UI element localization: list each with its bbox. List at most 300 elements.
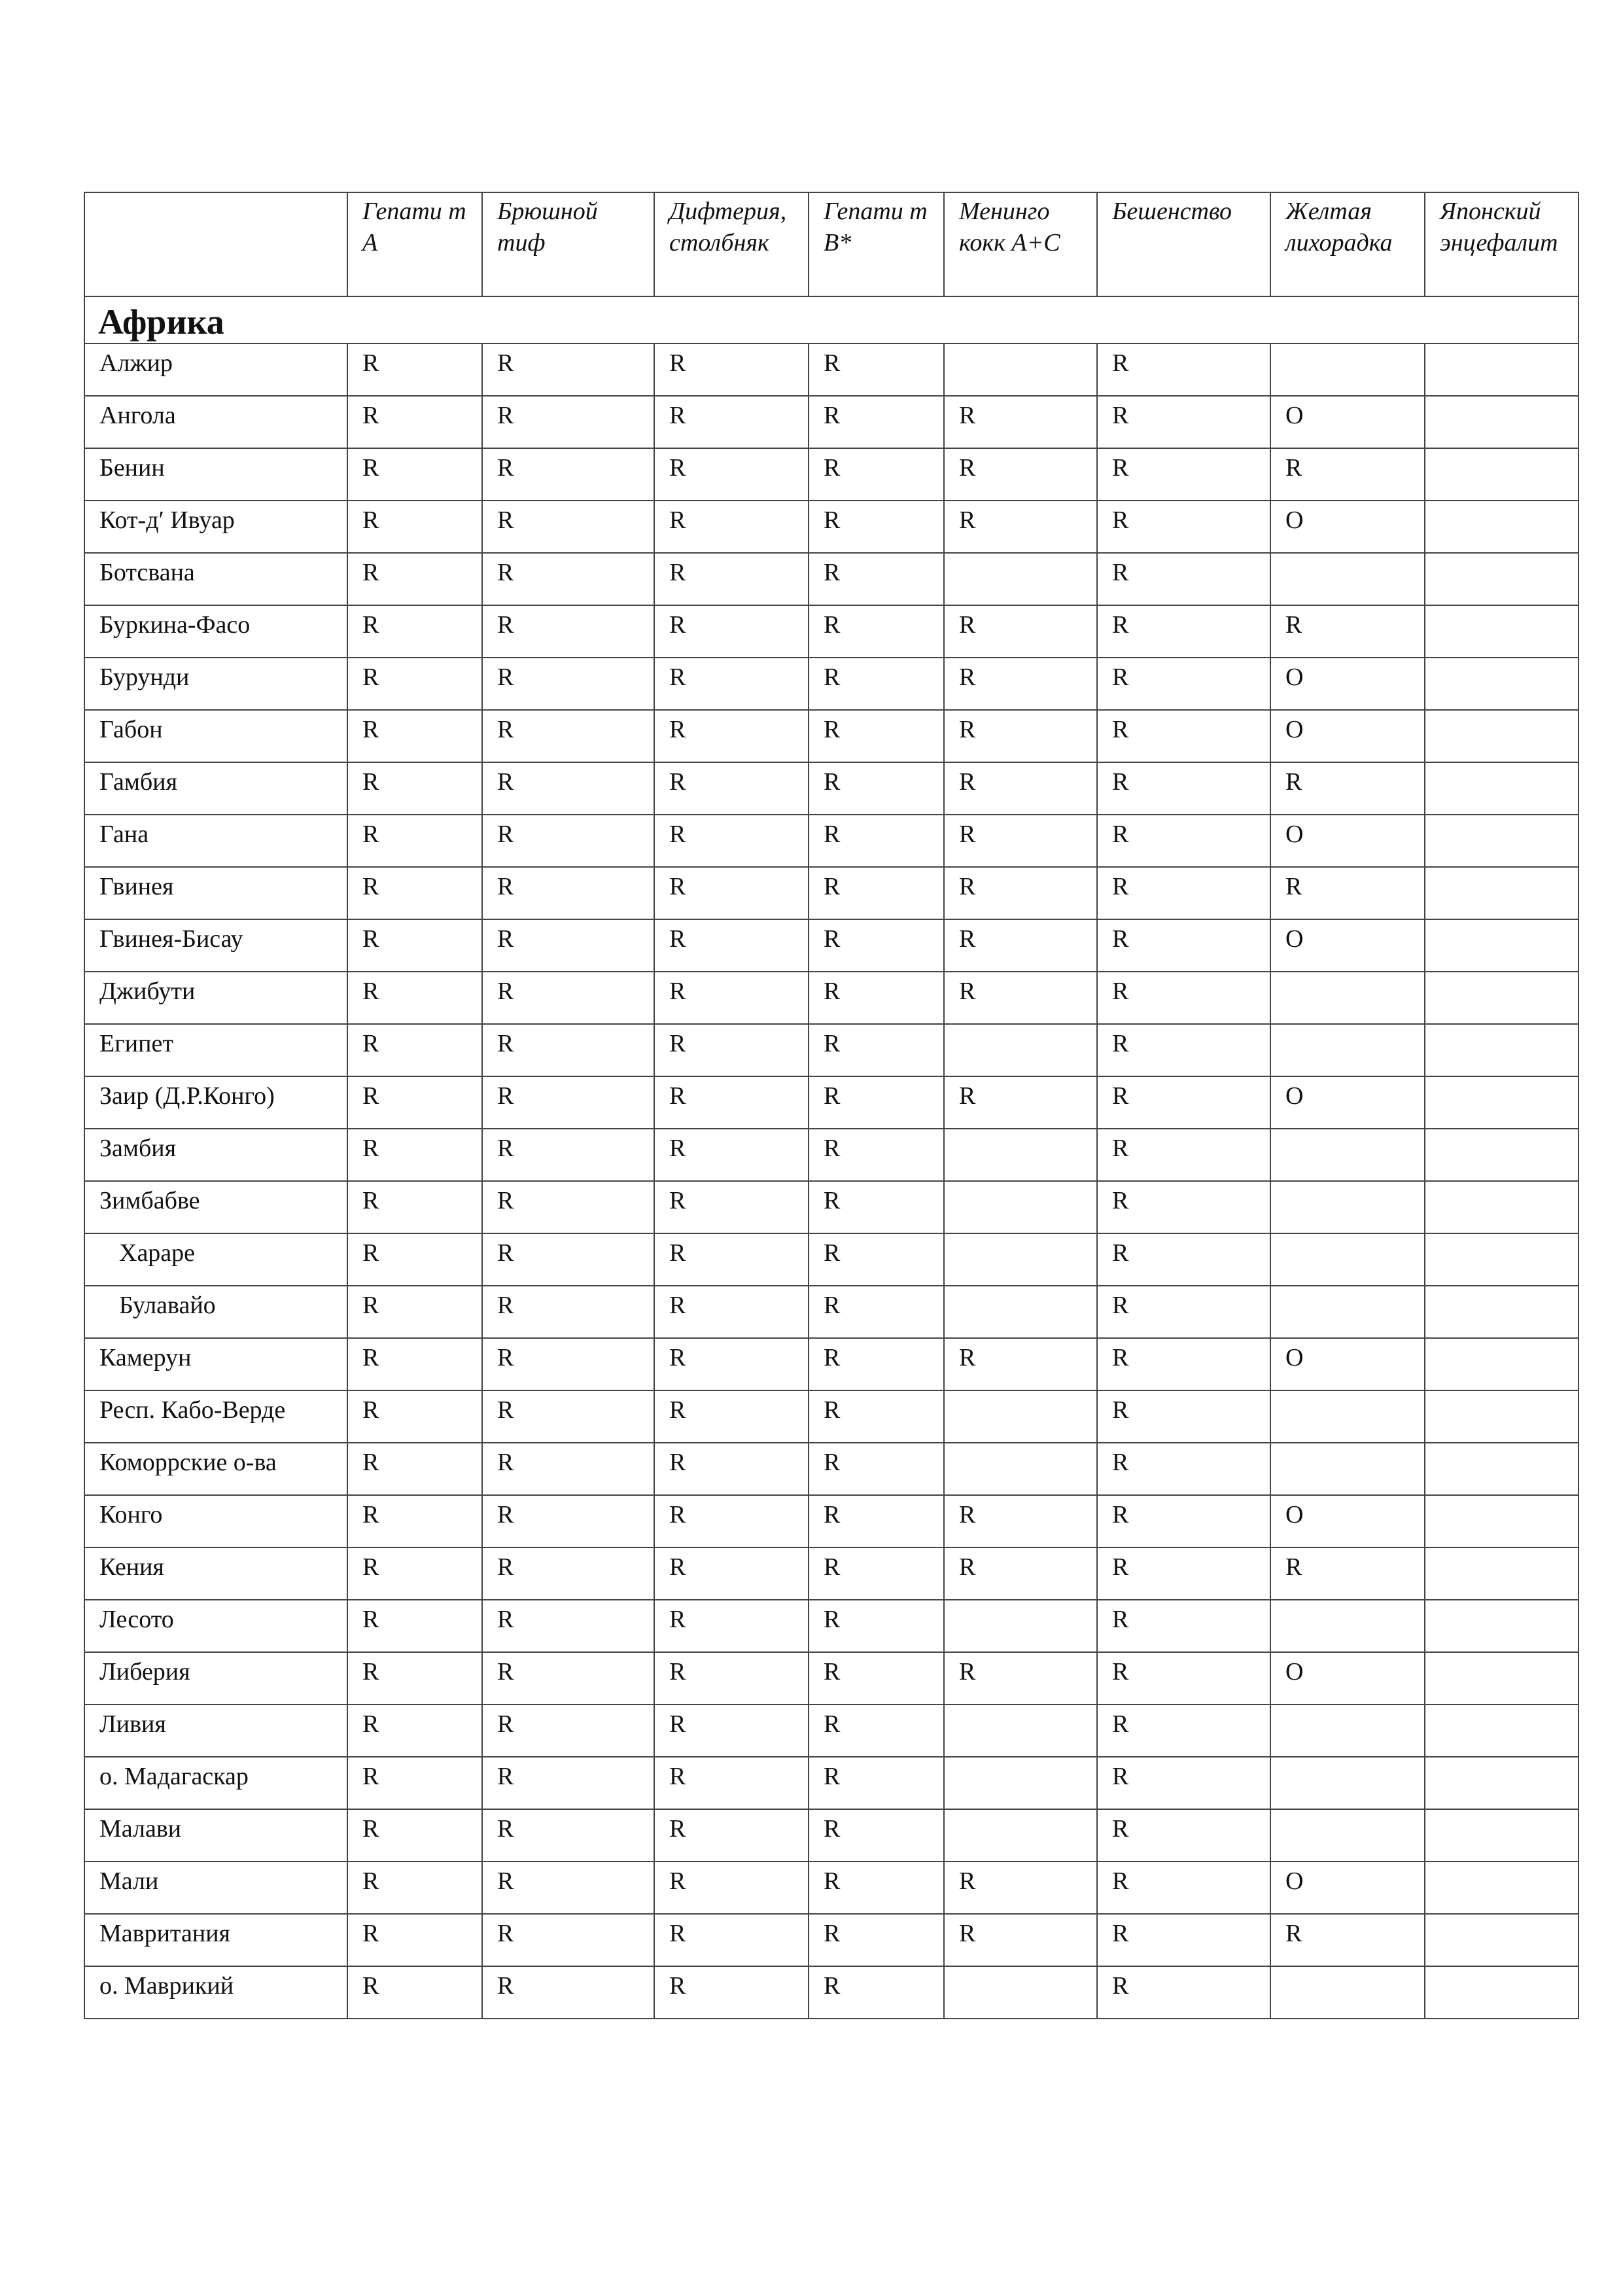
- cell-value: R: [362, 402, 379, 429]
- cell-yellow-fever: [1270, 1757, 1425, 1809]
- cell-value: R: [497, 1606, 514, 1633]
- cell-value: R: [669, 978, 686, 1005]
- cell-yellow-fever: [1270, 344, 1425, 396]
- cell-meningococcus: [944, 553, 1097, 605]
- table-row: [84, 1181, 1579, 1233]
- cell-value: [1440, 1496, 1578, 1500]
- cell-value: [1440, 1286, 1578, 1290]
- cell-typhoid: [482, 1966, 654, 2019]
- cell-typhoid: [482, 1547, 654, 1600]
- cell-value: [959, 1391, 1096, 1395]
- cell-value: R: [1112, 1972, 1129, 2000]
- cell-value: R: [497, 1187, 514, 1214]
- cell-diphtheria-tetanus: [654, 1076, 809, 1129]
- cell-hepatitis-a: [347, 1652, 482, 1704]
- cell-value: R: [362, 1449, 379, 1476]
- cell-typhoid: [482, 396, 654, 448]
- cell-value: R: [362, 1867, 379, 1895]
- cell-japanese-encephalitis: [1425, 1600, 1579, 1652]
- cell-typhoid: [482, 1704, 654, 1757]
- cell-hepatitis-a: [347, 553, 482, 605]
- cell-rabies: [1097, 605, 1270, 658]
- cell-hepatitis-b: [809, 344, 944, 396]
- cell-value: [1440, 711, 1578, 715]
- cell-value: R: [824, 402, 841, 429]
- country-name: Булавайо: [119, 1292, 216, 1319]
- cell-value: R: [1112, 1292, 1129, 1319]
- cell-value: [1440, 606, 1578, 610]
- cell-typhoid: [482, 553, 654, 605]
- cell-value: R: [824, 1606, 841, 1633]
- cell-rabies: [1097, 658, 1270, 710]
- cell-value: [1285, 1025, 1424, 1029]
- cell-diphtheria-tetanus: [654, 1233, 809, 1286]
- country-name-cell: [84, 1181, 347, 1233]
- cell-value: [1285, 1705, 1424, 1709]
- cell-diphtheria-tetanus: [654, 501, 809, 553]
- cell-value: [1285, 1286, 1424, 1290]
- cell-value: [1440, 344, 1578, 348]
- country-name-cell: [84, 344, 347, 396]
- cell-value: R: [824, 559, 841, 586]
- cell-value: [1440, 815, 1578, 819]
- cell-value: R: [959, 454, 976, 482]
- cell-value: R: [669, 1972, 686, 2000]
- cell-value: R: [497, 716, 514, 743]
- cell-hepatitis-a: [347, 1338, 482, 1390]
- country-name-cell: [84, 972, 347, 1024]
- cell-diphtheria-tetanus: [654, 1914, 809, 1966]
- cell-typhoid: [482, 972, 654, 1024]
- cell-value: [1440, 1810, 1578, 1814]
- country-name-cell: [84, 1443, 347, 1495]
- cell-hepatitis-a: [347, 1809, 482, 1862]
- cell-hepatitis-a: [347, 1129, 482, 1181]
- cell-value: [1440, 554, 1578, 557]
- cell-rabies: [1097, 867, 1270, 919]
- table-row: [84, 1233, 1579, 1286]
- cell-diphtheria-tetanus: [654, 919, 809, 972]
- cell-value: R: [362, 716, 379, 743]
- cell-japanese-encephalitis: [1425, 867, 1579, 919]
- cell-rabies: [1097, 553, 1270, 605]
- table-row: [84, 1547, 1579, 1600]
- cell-value: [959, 1443, 1096, 1447]
- cell-value: O: [1285, 716, 1304, 743]
- cell-value: R: [1112, 402, 1129, 429]
- cell-rabies: [1097, 1390, 1270, 1443]
- cell-meningococcus: [944, 1862, 1097, 1914]
- country-name-cell: [84, 658, 347, 710]
- cell-value: R: [824, 349, 841, 377]
- cell-hepatitis-b: [809, 1286, 944, 1338]
- cell-value: R: [1112, 1920, 1129, 1947]
- cell-japanese-encephalitis: [1425, 1390, 1579, 1443]
- header-yellow-fever: Желтая лихорадка: [1270, 192, 1425, 296]
- cell-value: [1285, 972, 1424, 976]
- cell-meningococcus: [944, 972, 1097, 1024]
- cell-value: R: [824, 1082, 841, 1110]
- header-country-cell: [84, 192, 347, 296]
- table-row: [84, 815, 1579, 867]
- country-name-cell: [84, 1704, 347, 1757]
- country-name: Гамбия: [99, 768, 178, 796]
- cell-japanese-encephalitis: [1425, 1443, 1579, 1495]
- cell-diphtheria-tetanus: [654, 1704, 809, 1757]
- cell-diphtheria-tetanus: [654, 1390, 809, 1443]
- cell-typhoid: [482, 1914, 654, 1966]
- cell-value: [1440, 1653, 1578, 1657]
- country-rows: [84, 344, 1579, 2019]
- cell-value: O: [1285, 1082, 1304, 1110]
- cell-value: R: [669, 1449, 686, 1476]
- cell-hepatitis-a: [347, 1547, 482, 1600]
- vaccination-table: [84, 192, 1579, 2019]
- cell-meningococcus: [944, 1914, 1097, 1966]
- cell-typhoid: [482, 815, 654, 867]
- cell-value: [1440, 1967, 1578, 1971]
- cell-diphtheria-tetanus: [654, 1652, 809, 1704]
- country-name-cell: [84, 1233, 347, 1286]
- cell-yellow-fever: [1270, 867, 1425, 919]
- cell-value: R: [669, 1553, 686, 1581]
- cell-value: [959, 344, 1096, 348]
- cell-value: R: [497, 978, 514, 1005]
- cell-hepatitis-a: [347, 605, 482, 658]
- country-name: Кот-д′ Ивуар: [99, 506, 235, 534]
- cell-value: R: [362, 454, 379, 482]
- table-row: [84, 1443, 1579, 1495]
- table-row: [84, 1652, 1579, 1704]
- cell-typhoid: [482, 1600, 654, 1652]
- cell-value: R: [362, 1344, 379, 1371]
- cell-diphtheria-tetanus: [654, 1757, 809, 1809]
- cell-value: O: [1285, 821, 1304, 848]
- cell-value: R: [959, 611, 976, 639]
- cell-typhoid: [482, 1757, 654, 1809]
- cell-yellow-fever: [1270, 1024, 1425, 1076]
- country-name: Ботсвана: [99, 559, 195, 586]
- cell-hepatitis-b: [809, 658, 944, 710]
- cell-value: R: [497, 1553, 514, 1581]
- cell-meningococcus: [944, 1338, 1097, 1390]
- region-section: [84, 296, 1579, 344]
- cell-value: R: [824, 1030, 841, 1057]
- cell-typhoid: [482, 1862, 654, 1914]
- cell-value: [1285, 1967, 1424, 1971]
- cell-value: [1440, 1862, 1578, 1866]
- cell-value: R: [669, 1501, 686, 1528]
- cell-value: R: [362, 1763, 379, 1790]
- cell-value: O: [1285, 506, 1304, 534]
- table-row: [84, 1024, 1579, 1076]
- cell-value: R: [1112, 663, 1129, 691]
- country-name: Бурунди: [99, 663, 190, 691]
- cell-value: R: [362, 1082, 379, 1110]
- cell-rabies: [1097, 1233, 1270, 1286]
- table-row: [84, 1286, 1579, 1338]
- cell-yellow-fever: [1270, 972, 1425, 1024]
- cell-value: R: [824, 454, 841, 482]
- cell-value: R: [824, 1710, 841, 1738]
- cell-meningococcus: [944, 919, 1097, 972]
- table-row: [84, 1809, 1579, 1862]
- country-name: Ливия: [99, 1710, 166, 1738]
- cell-value: R: [362, 1135, 379, 1162]
- cell-value: R: [362, 1501, 379, 1528]
- country-name: Буркина-Фасо: [99, 611, 251, 639]
- cell-value: R: [669, 1658, 686, 1686]
- cell-value: R: [1112, 1815, 1129, 1843]
- cell-value: R: [669, 1920, 686, 1947]
- cell-diphtheria-tetanus: [654, 1181, 809, 1233]
- cell-meningococcus: [944, 396, 1097, 448]
- cell-rabies: [1097, 501, 1270, 553]
- cell-yellow-fever: [1270, 1338, 1425, 1390]
- country-name: Бенин: [99, 454, 165, 482]
- cell-hepatitis-b: [809, 1966, 944, 2019]
- cell-value: R: [497, 1030, 514, 1057]
- cell-meningococcus: [944, 867, 1097, 919]
- cell-japanese-encephalitis: [1425, 1914, 1579, 1966]
- cell-rabies: [1097, 919, 1270, 972]
- header-meningococcus: Менинго кокк А+С: [944, 192, 1097, 296]
- cell-yellow-fever: [1270, 1181, 1425, 1233]
- cell-rabies: [1097, 1757, 1270, 1809]
- cell-hepatitis-b: [809, 1076, 944, 1129]
- cell-typhoid: [482, 1024, 654, 1076]
- cell-value: R: [959, 1501, 976, 1528]
- cell-typhoid: [482, 1443, 654, 1495]
- cell-value: R: [1112, 454, 1129, 482]
- cell-value: [1285, 1443, 1424, 1447]
- cell-value: R: [1112, 768, 1129, 796]
- cell-yellow-fever: [1270, 553, 1425, 605]
- country-name-cell: [84, 501, 347, 553]
- cell-value: R: [824, 663, 841, 691]
- cell-value: O: [1285, 1867, 1304, 1895]
- cell-hepatitis-a: [347, 919, 482, 972]
- cell-value: R: [959, 925, 976, 953]
- cell-value: R: [1112, 506, 1129, 534]
- cell-value: R: [1112, 1763, 1129, 1790]
- table-row: [84, 396, 1579, 448]
- cell-hepatitis-b: [809, 867, 944, 919]
- cell-diphtheria-tetanus: [654, 815, 809, 867]
- cell-value: R: [1112, 716, 1129, 743]
- cell-japanese-encephalitis: [1425, 1547, 1579, 1600]
- cell-hepatitis-a: [347, 396, 482, 448]
- cell-value: R: [362, 1606, 379, 1633]
- cell-diphtheria-tetanus: [654, 1600, 809, 1652]
- cell-diphtheria-tetanus: [654, 344, 809, 396]
- cell-value: [959, 1234, 1096, 1238]
- table-row: [84, 501, 1579, 553]
- cell-value: R: [669, 506, 686, 534]
- country-name-cell: [84, 919, 347, 972]
- cell-meningococcus: [944, 1547, 1097, 1600]
- cell-value: R: [497, 559, 514, 586]
- cell-hepatitis-b: [809, 396, 944, 448]
- cell-value: R: [669, 1606, 686, 1633]
- cell-value: R: [959, 1658, 976, 1686]
- cell-value: [959, 1129, 1096, 1133]
- cell-rabies: [1097, 1862, 1270, 1914]
- cell-meningococcus: [944, 1495, 1097, 1547]
- country-name: Коморрские о-ва: [99, 1449, 277, 1476]
- cell-value: R: [1112, 1606, 1129, 1633]
- cell-meningococcus: [944, 605, 1097, 658]
- cell-diphtheria-tetanus: [654, 605, 809, 658]
- cell-value: R: [669, 663, 686, 691]
- cell-japanese-encephalitis: [1425, 762, 1579, 815]
- cell-value: R: [959, 1082, 976, 1110]
- cell-value: R: [1285, 454, 1302, 482]
- cell-value: O: [1285, 1501, 1304, 1528]
- cell-value: R: [959, 768, 976, 796]
- cell-value: [959, 1182, 1096, 1186]
- cell-meningococcus: [944, 710, 1097, 762]
- cell-typhoid: [482, 1076, 654, 1129]
- cell-value: [959, 1025, 1096, 1029]
- cell-diphtheria-tetanus: [654, 710, 809, 762]
- cell-value: R: [959, 402, 976, 429]
- cell-meningococcus: [944, 1966, 1097, 2019]
- cell-rabies: [1097, 1495, 1270, 1547]
- cell-value: R: [669, 559, 686, 586]
- cell-value: R: [1112, 611, 1129, 639]
- country-name-cell: [84, 1495, 347, 1547]
- cell-hepatitis-b: [809, 501, 944, 553]
- cell-value: R: [497, 1867, 514, 1895]
- cell-value: R: [1112, 1658, 1129, 1686]
- header-hepatitis-b: Гепати т В*: [809, 192, 944, 296]
- cell-value: [1440, 501, 1578, 505]
- cell-hepatitis-a: [347, 762, 482, 815]
- cell-value: R: [497, 1292, 514, 1319]
- cell-diphtheria-tetanus: [654, 1338, 809, 1390]
- cell-meningococcus: [944, 1704, 1097, 1757]
- cell-typhoid: [482, 1809, 654, 1862]
- cell-hepatitis-a: [347, 448, 482, 501]
- cell-typhoid: [482, 1495, 654, 1547]
- cell-value: R: [669, 1135, 686, 1162]
- cell-rabies: [1097, 815, 1270, 867]
- country-name-cell: [84, 605, 347, 658]
- cell-hepatitis-a: [347, 1757, 482, 1809]
- cell-diphtheria-tetanus: [654, 1495, 809, 1547]
- cell-hepatitis-b: [809, 1547, 944, 1600]
- country-name: о. Мадагаскар: [99, 1763, 249, 1790]
- header-japanese-encephalitis: Японский энцефалит: [1425, 192, 1579, 296]
- cell-value: [1440, 397, 1578, 400]
- country-name-cell: [84, 396, 347, 448]
- cell-value: R: [362, 1920, 379, 1947]
- cell-japanese-encephalitis: [1425, 344, 1579, 396]
- cell-yellow-fever: [1270, 815, 1425, 867]
- cell-yellow-fever: [1270, 1966, 1425, 2019]
- cell-value: [959, 554, 1096, 557]
- country-name: Габон: [99, 716, 163, 743]
- cell-japanese-encephalitis: [1425, 1966, 1579, 2019]
- cell-value: [1440, 1025, 1578, 1029]
- country-name-cell: [84, 1076, 347, 1129]
- cell-value: R: [824, 716, 841, 743]
- cell-value: R: [824, 1292, 841, 1319]
- cell-rabies: [1097, 396, 1270, 448]
- table-row: [84, 1495, 1579, 1547]
- header-typhoid: Брюшной тиф: [482, 192, 654, 296]
- cell-value: R: [1112, 1867, 1129, 1895]
- cell-value: R: [362, 1815, 379, 1843]
- country-name-cell: [84, 1338, 347, 1390]
- cell-value: R: [497, 873, 514, 900]
- cell-value: O: [1285, 1344, 1304, 1371]
- cell-value: [1285, 1182, 1424, 1186]
- cell-value: R: [497, 1501, 514, 1528]
- cell-value: R: [824, 1135, 841, 1162]
- country-name-cell: [84, 1966, 347, 2019]
- cell-value: R: [362, 978, 379, 1005]
- cell-meningococcus: [944, 1286, 1097, 1338]
- cell-value: R: [362, 925, 379, 953]
- cell-yellow-fever: [1270, 1862, 1425, 1914]
- cell-value: R: [362, 611, 379, 639]
- cell-value: R: [669, 1344, 686, 1371]
- cell-yellow-fever: [1270, 501, 1425, 553]
- cell-hepatitis-b: [809, 1600, 944, 1652]
- cell-value: R: [1285, 1920, 1302, 1947]
- cell-value: R: [362, 559, 379, 586]
- header-diphtheria-tetanus: Дифтерия, столбняк: [654, 192, 809, 296]
- cell-value: R: [1112, 1553, 1129, 1581]
- cell-value: R: [1112, 1082, 1129, 1110]
- cell-rabies: [1097, 1547, 1270, 1600]
- region-title: Африка: [84, 296, 1579, 344]
- cell-meningococcus: [944, 1181, 1097, 1233]
- cell-meningococcus: [944, 1809, 1097, 1862]
- cell-typhoid: [482, 1286, 654, 1338]
- cell-value: R: [497, 611, 514, 639]
- country-name: Либерия: [99, 1658, 190, 1686]
- country-name-cell: [84, 1286, 347, 1338]
- country-name: Заир (Д.Р.Конго): [99, 1082, 275, 1110]
- cell-diphtheria-tetanus: [654, 448, 809, 501]
- cell-meningococcus: [944, 1233, 1097, 1286]
- cell-typhoid: [482, 867, 654, 919]
- cell-diphtheria-tetanus: [654, 1286, 809, 1338]
- cell-hepatitis-a: [347, 1495, 482, 1547]
- cell-value: [1440, 1443, 1578, 1447]
- cell-value: R: [497, 1710, 514, 1738]
- cell-value: R: [824, 1867, 841, 1895]
- cell-hepatitis-a: [347, 1914, 482, 1966]
- cell-hepatitis-b: [809, 553, 944, 605]
- cell-yellow-fever: [1270, 762, 1425, 815]
- table-row: [84, 1076, 1579, 1129]
- cell-hepatitis-b: [809, 1390, 944, 1443]
- cell-hepatitis-b: [809, 1757, 944, 1809]
- cell-hepatitis-a: [347, 1862, 482, 1914]
- table-row: [84, 448, 1579, 501]
- cell-rabies: [1097, 1914, 1270, 1966]
- cell-japanese-encephalitis: [1425, 1129, 1579, 1181]
- cell-hepatitis-b: [809, 1338, 944, 1390]
- cell-rabies: [1097, 972, 1270, 1024]
- cell-meningococcus: [944, 815, 1097, 867]
- cell-value: [1440, 1705, 1578, 1709]
- cell-rabies: [1097, 1966, 1270, 2019]
